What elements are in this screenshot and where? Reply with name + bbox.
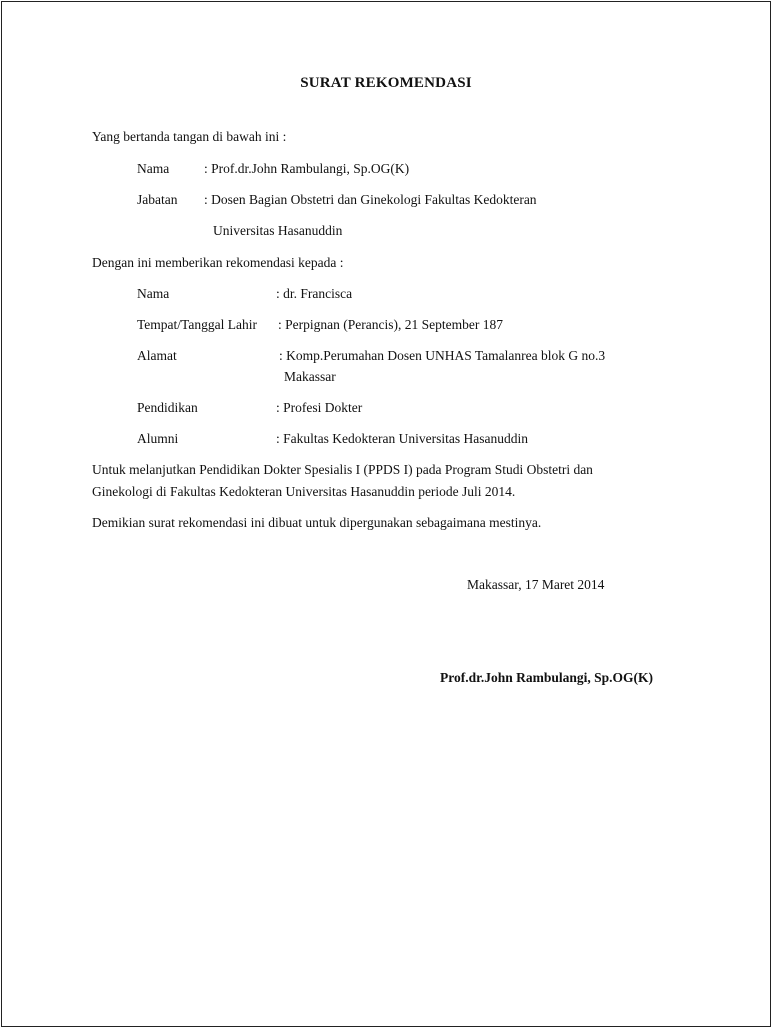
recipient-ttl-value: : Perpignan (Perancis), 21 September 187 xyxy=(278,317,503,332)
closing-text: Demikian surat rekomendasi ini dibuat untuk dipergunakan sebagaimana mestinya. xyxy=(92,515,542,530)
recipient-alamat-value-continued: Makassar xyxy=(284,369,336,384)
letter-page xyxy=(1,1,771,1027)
recipient-pendidikan-value: : Profesi Dokter xyxy=(276,400,363,415)
purpose-text-line1: Untuk melanjutkan Pendidikan Dokter Spesialis I (PPDS I) pada Program Studi Obstetri dan xyxy=(92,462,593,477)
recipient-nama-label: Nama xyxy=(137,286,170,301)
purpose-text-line2: Ginekologi di Fakultas Kedokteran Universitas Hasanuddin periode Juli 2014. xyxy=(92,484,516,499)
place-date: Makassar, 17 Maret 2014 xyxy=(467,577,605,592)
intro-text: Yang bertanda tangan di bawah ini : xyxy=(92,129,287,144)
recipient-nama-value: : dr. Francisca xyxy=(276,286,353,301)
recipient-alumni-value: : Fakultas Kedokteran Universitas Hasanuddin xyxy=(276,431,528,446)
recipient-alumni-label: Alumni xyxy=(137,431,179,446)
recommend-intro-text: Dengan ini memberikan rekomendasi kepada : xyxy=(92,255,344,270)
signature-name: Prof.dr.John Rambulangi, Sp.OG(K) xyxy=(440,670,654,685)
signer-nama-label: Nama xyxy=(137,161,170,176)
recipient-ttl-label: Tempat/Tanggal Lahir xyxy=(137,317,257,332)
recipient-pendidikan-label: Pendidikan xyxy=(137,400,198,415)
signer-jabatan-value: : Dosen Bagian Obstetri dan Ginekologi Fakultas Kedokteran xyxy=(204,192,537,207)
signer-jabatan-value-continued: Universitas Hasanuddin xyxy=(213,223,343,238)
recipient-alamat-label: Alamat xyxy=(137,348,177,363)
signer-jabatan-label: Jabatan xyxy=(137,192,178,207)
signer-nama-value: : Prof.dr.John Rambulangi, Sp.OG(K) xyxy=(204,161,410,176)
recipient-alamat-value: : Komp.Perumahan Dosen UNHAS Tamalanrea blok G no.3 xyxy=(279,348,606,363)
letter-title: SURAT REKOMENDASI xyxy=(300,75,472,91)
